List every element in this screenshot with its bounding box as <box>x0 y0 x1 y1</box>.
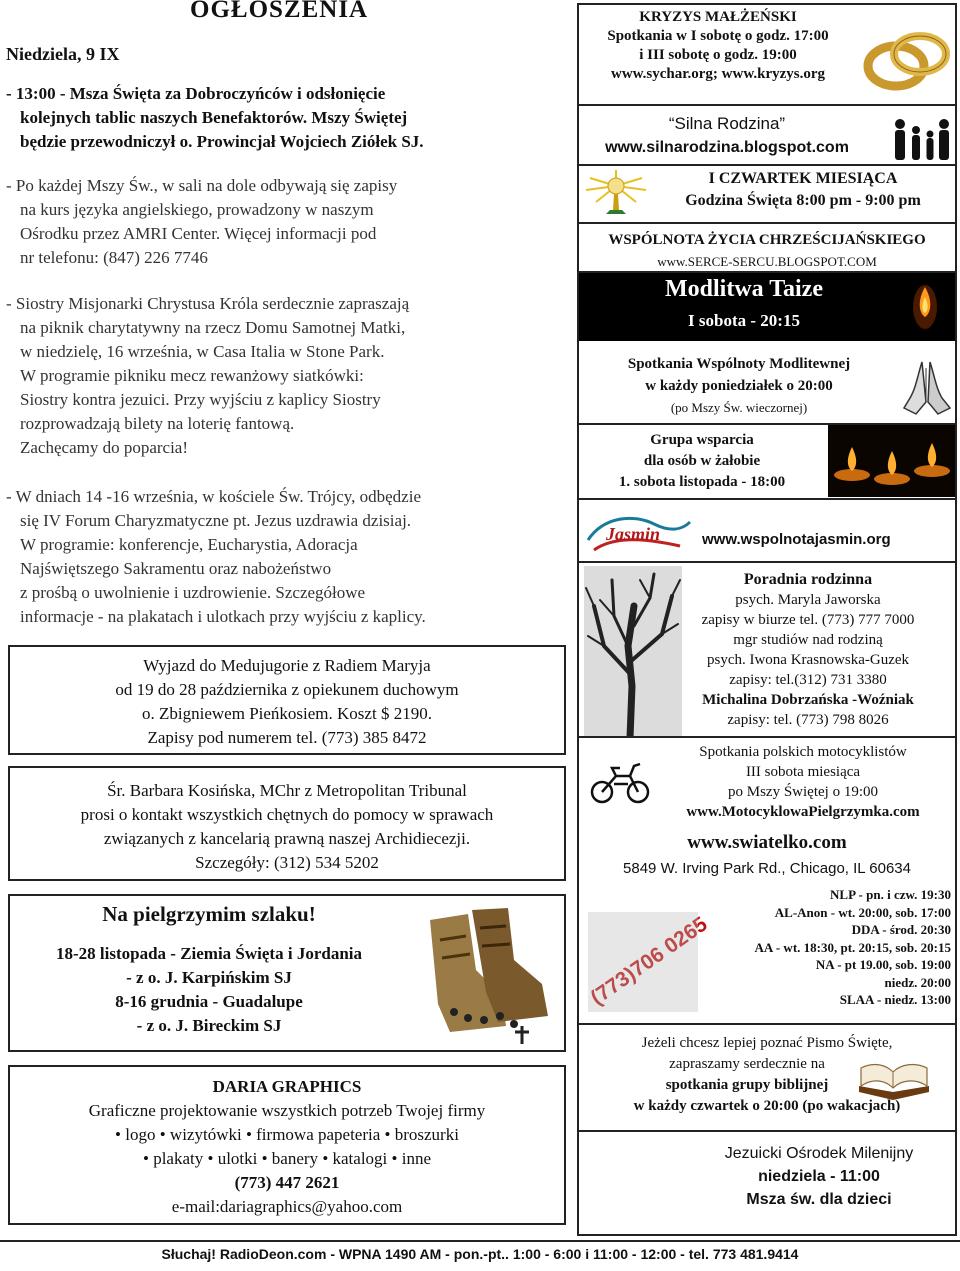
text-line: 1. sobota listopada - 18:00 <box>618 474 786 490</box>
text-line: informacje - na plakatach i ulotkach przy wyjściu z kaplicy. <box>20 607 426 626</box>
text-line: rozprowadzają bilety na loterię fantową. <box>20 414 295 433</box>
divider <box>577 1130 957 1132</box>
text-line: 18-28 listopada - Ziemia Święta i Jordania <box>55 944 362 963</box>
announcement-msza <box>6 82 424 154</box>
schedule-line: AA - wt. 18:30, pt. 20:15, sob. 20:15 <box>754 939 951 955</box>
moto-url[interactable]: www.MotocyklowaPielgrzymka.com <box>686 804 920 820</box>
text-line: zapisy: tel.(312) 731 3380 <box>729 672 887 688</box>
text-line: - W dniach 14 -16 września, w kościele Św. Trójcy, odbędzie <box>6 487 421 506</box>
text-line: - Po każdej Mszy Św., w sali na dole odbywają się zapisy <box>6 176 398 195</box>
meetings-schedule <box>755 886 951 1009</box>
text-line: - 13:00 - Msza Święta za Dobroczyńców i odsłonięcie <box>6 84 386 103</box>
text-line: - z o. J. Bireckim SJ <box>136 1016 282 1035</box>
candle-icon <box>905 279 945 335</box>
swiatelko-address: 5849 W. Irving Park Rd., Chicago, IL 60634 <box>623 860 911 877</box>
taize-time: I sobota - 20:15 <box>688 311 800 330</box>
text-line: zapisy: tel. (773) 798 8026 <box>727 712 889 728</box>
text-line: zapisy w biurze tel. (773) 777 7000 <box>701 612 915 628</box>
text-line: • plakaty • ulotki • banery • katalogi • inne <box>143 1149 431 1168</box>
text-line: w niedzielę, 16 września, w Casa Italia w Stone Park. <box>20 342 385 361</box>
wedding-rings-image <box>862 24 954 94</box>
text-line: Msza św. dla dzieci <box>746 1191 892 1208</box>
text-line: WSPÓLNOTA ŻYCIA CHRZEŚCIJAŃSKIEGO <box>608 232 926 248</box>
text-line: - z o. J. Karpińskim SJ <box>126 968 292 987</box>
text-line: “Silna Rodzina” <box>668 114 786 133</box>
jasmin-logo-text: Jasmin <box>606 524 661 544</box>
divider <box>577 736 957 738</box>
announcement-piknik <box>6 292 409 460</box>
text-line: psych. Maryla Jaworska <box>735 592 881 608</box>
text-line: mgr studiów nad rodziną <box>733 632 883 648</box>
swiatelko-phone: (773)706 0265 <box>586 912 712 1010</box>
text-line: Jeżeli chcesz lepiej poznać Pismo Święte, <box>641 1035 893 1051</box>
text-line: Graficzne projektowanie wszystkich potrzeb Twojej firmy <box>88 1101 486 1120</box>
divider <box>577 1023 957 1025</box>
text-line: Zapisy pod numerem tel. (773) 385 8472 <box>147 728 427 747</box>
schedule-line: NA - pt 19.00, sob. 19:00 <box>815 957 951 972</box>
text-line: www.silnarodzina.blogspot.com <box>605 139 849 156</box>
monstrance-icon <box>584 168 648 218</box>
footer-radio: Słuchaj! RadioDeon.com - WPNA 1490 AM - pon.-pt.. 1:00 - 6:00 i 11:00 - 12:00 - tel. 773 481.9414 <box>161 1246 799 1262</box>
divider <box>577 498 957 500</box>
text-line: o. Zbigniewem Pieńkosiem. Koszt $ 2190. <box>142 704 432 723</box>
text-line: Grupa wsparcia <box>650 432 754 448</box>
text-line: - Siostry Misjonarki Chrystusa Króla serdecznie zapraszają <box>6 294 410 313</box>
text-line: III sobota miesiąca <box>745 764 861 780</box>
pilgrimage-title: Na pielgrzymim szlaku! <box>102 902 316 926</box>
text-line: się IV Forum Charyzmatyczne pt. Jezus uzdrawia dzisiaj. <box>20 511 412 530</box>
text-line: prosi o kontakt wszystkich chętnych do pomocy w sprawach <box>80 805 494 824</box>
text-line: na kurs języka angielskiego, prowadzony w naszym <box>20 200 374 219</box>
text-line: I CZWARTEK MIESIĄCA <box>708 170 898 187</box>
text-line: Ośrodku przez AMRI Center. Więcej informacji pod <box>20 224 377 243</box>
text-line: Wyjazd do Medujugorie z Radiem Maryja <box>143 656 431 675</box>
text-line: 8-16 grudnia - Guadalupe <box>115 992 303 1011</box>
family-icon <box>890 116 954 162</box>
text-line: zapraszamy serdecznie na <box>669 1056 825 1072</box>
pilgrimage-box <box>8 894 566 1052</box>
jasmin-url[interactable]: www.wspolnotajasmin.org <box>702 531 891 548</box>
text-line: kolejnych tablic naszych Benefaktorów. Mszy Świętej <box>20 108 408 127</box>
text-line: spotkania grupy biblijnej <box>665 1077 829 1093</box>
text-line: Jezuicki Ośrodek Milenijny <box>724 1145 914 1162</box>
daria-graphics-box <box>8 1065 566 1225</box>
text-line: www.SERCE-SERCU.BLOGSPOT.COM <box>657 254 877 269</box>
text-line: www.sychar.org; www.kryzys.org <box>610 66 825 82</box>
text-line: W programie: konferencje, Eucharystia, Adoracja <box>20 535 358 554</box>
text-line: Godzina Święta 8:00 pm - 9:00 pm <box>685 192 921 209</box>
text-line: Zachęcamy do poparcia! <box>20 438 189 457</box>
text-line: po Mszy Świętej o 19:00 <box>728 784 878 800</box>
daria-email: e-mail:dariagraphics@yahoo.com <box>171 1197 403 1216</box>
divider <box>577 104 957 106</box>
text-line: (po Mszy Św. wieczornej) <box>670 400 808 415</box>
taize-section <box>579 273 955 341</box>
pilgrimage-list <box>10 942 408 1038</box>
text-line: na piknik charytatywny na rzecz Domu Samotnej Matki, <box>20 318 406 337</box>
announcement-forum <box>6 485 426 629</box>
poradnia-title: Poradnia rodzinna <box>743 571 873 588</box>
page-title: OGŁOSZENIA <box>190 0 369 23</box>
text-line: dla osób w żałobie <box>643 453 761 469</box>
text-line: psych. Iwona Krasnowska-Guzek <box>706 652 910 668</box>
text-line: • logo • wizytówki • firmowa papeteria • broszurki <box>115 1125 459 1144</box>
divider <box>577 222 957 224</box>
date-heading: Niedziela, 9 IX <box>6 44 120 64</box>
schedule-line: DDA - środ. 20:30 <box>851 922 951 937</box>
text-line: Spotkania polskich motocyklistów <box>699 744 907 760</box>
schedule-line: NLP - pn. i czw. 19:30 <box>830 887 951 902</box>
praying-hands-icon <box>900 358 954 418</box>
text-line: związanych z kancelarią prawną naszej Archidiecezji. <box>103 829 471 848</box>
text-line: nr telefonu: (847) 226 7746 <box>20 248 208 267</box>
moto-section <box>577 742 957 822</box>
text-line: w każdy czwartek o 20:00 (po wakacjach) <box>633 1098 901 1114</box>
tribunal-box <box>8 766 566 881</box>
text-line: KRYZYS MAŁŻEŃSKI <box>639 9 797 25</box>
text-line: od 19 do 28 października z opiekunem duchowym <box>115 680 459 699</box>
medjugorje-box <box>8 645 566 755</box>
text-line: Michalina Dobrzańska -Woźniak <box>702 692 914 708</box>
footer-divider <box>0 1240 960 1242</box>
daria-phone: (773) 447 2621 <box>234 1173 340 1192</box>
taize-title: Modlitwa Taize <box>664 276 823 302</box>
text-line: Szczegóły: (312) 534 5202 <box>195 853 379 872</box>
announcement-angielski <box>6 174 397 270</box>
text-line: Spotkania Wspólnoty Modlitewnej <box>627 356 851 372</box>
text-line: w każdy poniedziałek o 20:00 <box>645 378 833 394</box>
text-line: będzie przewodniczył o. Prowincjał Wojciech Ziółek SJ. <box>20 132 424 151</box>
text-line: Siostry kontra jezuici. Przy wyjściu z kaplicy Siostry <box>20 390 381 409</box>
schedule-line: niedz. 20:00 <box>884 974 951 990</box>
stone-texture-image <box>588 912 698 1012</box>
schedule-line: SLAA - niedz. 13:00 <box>839 992 951 1007</box>
wspolnota-section <box>577 229 957 273</box>
text-line: W programie pikniku mecz rewanżowy siatkówki: <box>20 366 364 385</box>
jasmin-logo-image <box>584 510 694 556</box>
schedule-line: AL-Anon - wt. 20:00, sob. 17:00 <box>774 904 951 920</box>
divider <box>577 164 957 166</box>
text-line: Śr. Barbara Kosińska, MChr z Metropolitan Tribunal <box>107 781 467 800</box>
boots-rosary-image <box>410 900 560 1048</box>
candles-image <box>828 425 955 497</box>
milenijny-section <box>577 1142 957 1211</box>
text-line: niedziela - 11:00 <box>758 1168 880 1185</box>
text-line: Spotkania w I sobotę o godz. 17:00 <box>607 28 829 44</box>
divider <box>577 561 957 563</box>
text-line: z prośbą o uwolnienie i uzdrowienie. Szczegółowe <box>20 583 366 602</box>
poradnia-section <box>577 570 957 730</box>
swiatelko-url[interactable]: www.swiatelko.com <box>687 832 847 853</box>
bible-icon <box>855 1062 933 1104</box>
text-line: Najświętszego Sakramentu oraz nabożeństwo <box>20 559 332 578</box>
daria-title: DARIA GRAPHICS <box>212 1077 362 1096</box>
text-line: i III sobotę o godz. 19:00 <box>639 47 797 63</box>
